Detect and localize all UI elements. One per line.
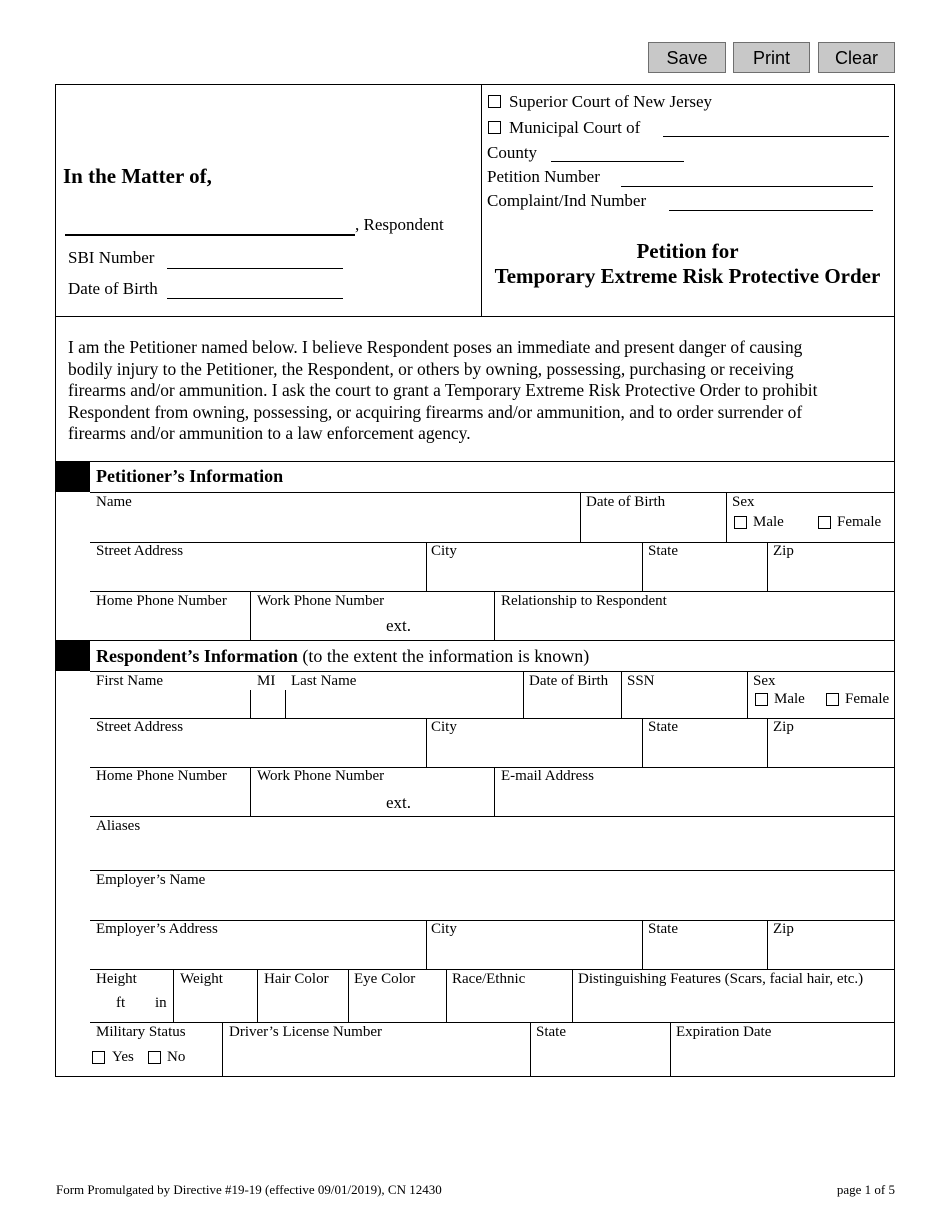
complaint-input[interactable] (669, 210, 873, 211)
military-no-checkbox[interactable] (148, 1051, 161, 1064)
complaint-label: Complaint/Ind Number (487, 191, 647, 210)
rule (250, 767, 251, 817)
rule (621, 671, 622, 718)
footer-page-number: page 1 of 5 (836, 1182, 895, 1197)
title-line-1: Petition for (636, 239, 739, 263)
resp-sex-label: Sex (753, 673, 776, 689)
pet-zip-label: Zip (773, 543, 794, 559)
pet-street-label: Street Address (96, 543, 184, 559)
pet-ext-label: ext. (386, 616, 412, 635)
rule (257, 969, 258, 1022)
rule (90, 591, 895, 592)
pet-sex-label: Sex (732, 494, 755, 510)
resp-weight-label: Weight (180, 971, 223, 987)
resp-employer-name-label: Employer’s Name (96, 872, 206, 888)
rule (173, 969, 174, 1022)
respondent-suffix: , Respondent (355, 215, 444, 234)
respondent-name-line[interactable] (65, 234, 355, 236)
resp-dob-label: Date of Birth (529, 673, 609, 689)
resp-last-name-label: Last Name (291, 673, 357, 689)
statement-line: Respondent from owning, possessing, or acquiring firearms and/or ammunition, and to order surrender of (68, 401, 803, 422)
rule (55, 640, 895, 641)
rule (250, 690, 251, 718)
pet-female-checkbox[interactable] (818, 516, 831, 529)
sbi-label: SBI Number (68, 248, 155, 267)
respondent-heading-title: Respondent’s Information (96, 646, 298, 666)
rule (90, 492, 895, 493)
rule (747, 671, 748, 718)
footer-directive: Form Promulgated by Directive #19-19 (effective 09/01/2019), CN 12430 (56, 1182, 442, 1197)
resp-street-label: Street Address (96, 719, 184, 735)
pet-state-label: State (648, 543, 678, 559)
municipal-court-checkbox[interactable] (488, 121, 501, 134)
rule (642, 542, 643, 592)
petitioner-section-marker (56, 462, 90, 492)
statement-line: firearms and/or ammunition. I ask the court to grant a Temporary Extreme Risk Protective Order to prohibit (68, 380, 818, 401)
resp-eye-label: Eye Color (354, 971, 416, 987)
rule (670, 1022, 671, 1077)
superior-court-label: Superior Court of New Jersey (509, 92, 713, 111)
sbi-input[interactable] (167, 268, 343, 269)
pet-home-phone-label: Home Phone Number (96, 593, 227, 609)
resp-height-label: Height (96, 971, 137, 987)
resp-home-phone-label: Home Phone Number (96, 768, 227, 784)
rule (642, 920, 643, 970)
resp-first-name-label: First Name (96, 673, 164, 689)
petitioner-heading: Petitioner’s Information (96, 466, 284, 486)
resp-work-phone-label: Work Phone Number (257, 768, 385, 784)
resp-city-label: City (431, 719, 457, 735)
header-dob-label: Date of Birth (68, 279, 158, 298)
rule (285, 690, 286, 718)
resp-employer-address-label: Employer’s Address (96, 921, 218, 937)
rule (90, 870, 895, 871)
resp-ssn-label: SSN (627, 673, 655, 689)
rule (530, 1022, 531, 1077)
rule (426, 718, 427, 768)
resp-features-label: Distinguishing Features (Scars, facial hair, etc.) (578, 971, 864, 987)
print-button[interactable]: Print (733, 42, 810, 73)
respondent-section-marker (56, 641, 90, 671)
resp-mi-label: MI (257, 673, 276, 689)
rule (572, 969, 573, 1022)
resp-emp-zip-label: Zip (773, 921, 794, 937)
resp-email-label: E-mail Address (501, 768, 594, 784)
rule (348, 969, 349, 1022)
military-no-label: No (167, 1049, 186, 1065)
county-label: County (487, 143, 538, 162)
statement-line: I am the Petitioner named below. I believe Respondent poses an immediate and present danger of causing (68, 337, 803, 357)
superior-court-checkbox[interactable] (488, 95, 501, 108)
rule (90, 816, 895, 817)
resp-male-label: Male (774, 691, 805, 707)
title-line-2: Temporary Extreme Risk Protective Order (494, 264, 881, 288)
rule (446, 969, 447, 1022)
municipal-court-input[interactable] (663, 136, 889, 137)
rule (250, 591, 251, 641)
rule (426, 920, 427, 970)
military-yes-label: Yes (112, 1049, 134, 1065)
pet-work-phone-label: Work Phone Number (257, 593, 385, 609)
pet-dob-label: Date of Birth (586, 494, 666, 510)
rule (222, 1022, 223, 1077)
resp-female-checkbox[interactable] (826, 693, 839, 706)
resp-license-label: Driver’s License Number (229, 1024, 383, 1040)
pet-male-label: Male (753, 514, 784, 530)
petitioner-top-rule (55, 461, 895, 462)
military-yes-checkbox[interactable] (92, 1051, 105, 1064)
resp-female-label: Female (845, 691, 890, 707)
rule (90, 969, 895, 970)
petition-number-input[interactable] (621, 186, 873, 187)
resp-zip-label: Zip (773, 719, 794, 735)
rule (90, 1022, 895, 1023)
rule (494, 767, 495, 817)
rule (642, 718, 643, 768)
resp-race-label: Race/Ethnic (452, 971, 526, 987)
resp-aliases-label: Aliases (96, 818, 141, 834)
resp-military-label: Military Status (96, 1024, 186, 1040)
resp-height-ft-label: ft (116, 995, 126, 1011)
header-dob-input[interactable] (167, 298, 343, 299)
pet-male-checkbox[interactable] (734, 516, 747, 529)
rule (767, 542, 768, 592)
resp-height-in-label: in (155, 995, 167, 1011)
save-button[interactable]: Save (648, 42, 726, 73)
respondent-heading-note: (to the extent the information is known) (297, 646, 590, 666)
rule (523, 671, 524, 718)
petition-statement (68, 337, 883, 445)
pet-female-label: Female (837, 514, 882, 530)
rule (90, 671, 895, 672)
rule (767, 718, 768, 768)
clear-button[interactable]: Clear (818, 42, 895, 73)
rule (726, 492, 727, 542)
rule (494, 591, 495, 641)
resp-emp-state-label: State (648, 921, 678, 937)
resp-male-checkbox[interactable] (755, 693, 768, 706)
resp-lic-state-label: State (536, 1024, 566, 1040)
pet-city-label: City (431, 543, 457, 559)
municipal-court-label: Municipal Court of (509, 118, 641, 137)
resp-expiration-label: Expiration Date (676, 1024, 772, 1040)
statement-line: firearms and/or ammunition to a law enforcement agency. (68, 423, 471, 444)
matter-heading: In the Matter of, (63, 164, 212, 188)
pet-relationship-label: Relationship to Respondent (501, 593, 667, 609)
header-bottom-rule (55, 316, 895, 317)
county-input[interactable] (551, 161, 684, 162)
rule (767, 920, 768, 970)
statement-line: bodily injury to the Petitioner, the Respondent, or others by owning, possessing, purchasing or receiving (68, 358, 794, 379)
rule (580, 492, 581, 542)
rule (426, 542, 427, 592)
resp-emp-city-label: City (431, 921, 457, 937)
respondent-heading (96, 646, 589, 667)
pet-name-label: Name (96, 494, 132, 510)
resp-ext-label: ext. (386, 793, 412, 812)
petition-number-label: Petition Number (487, 167, 600, 186)
resp-state-label: State (648, 719, 678, 735)
resp-hair-label: Hair Color (264, 971, 329, 987)
